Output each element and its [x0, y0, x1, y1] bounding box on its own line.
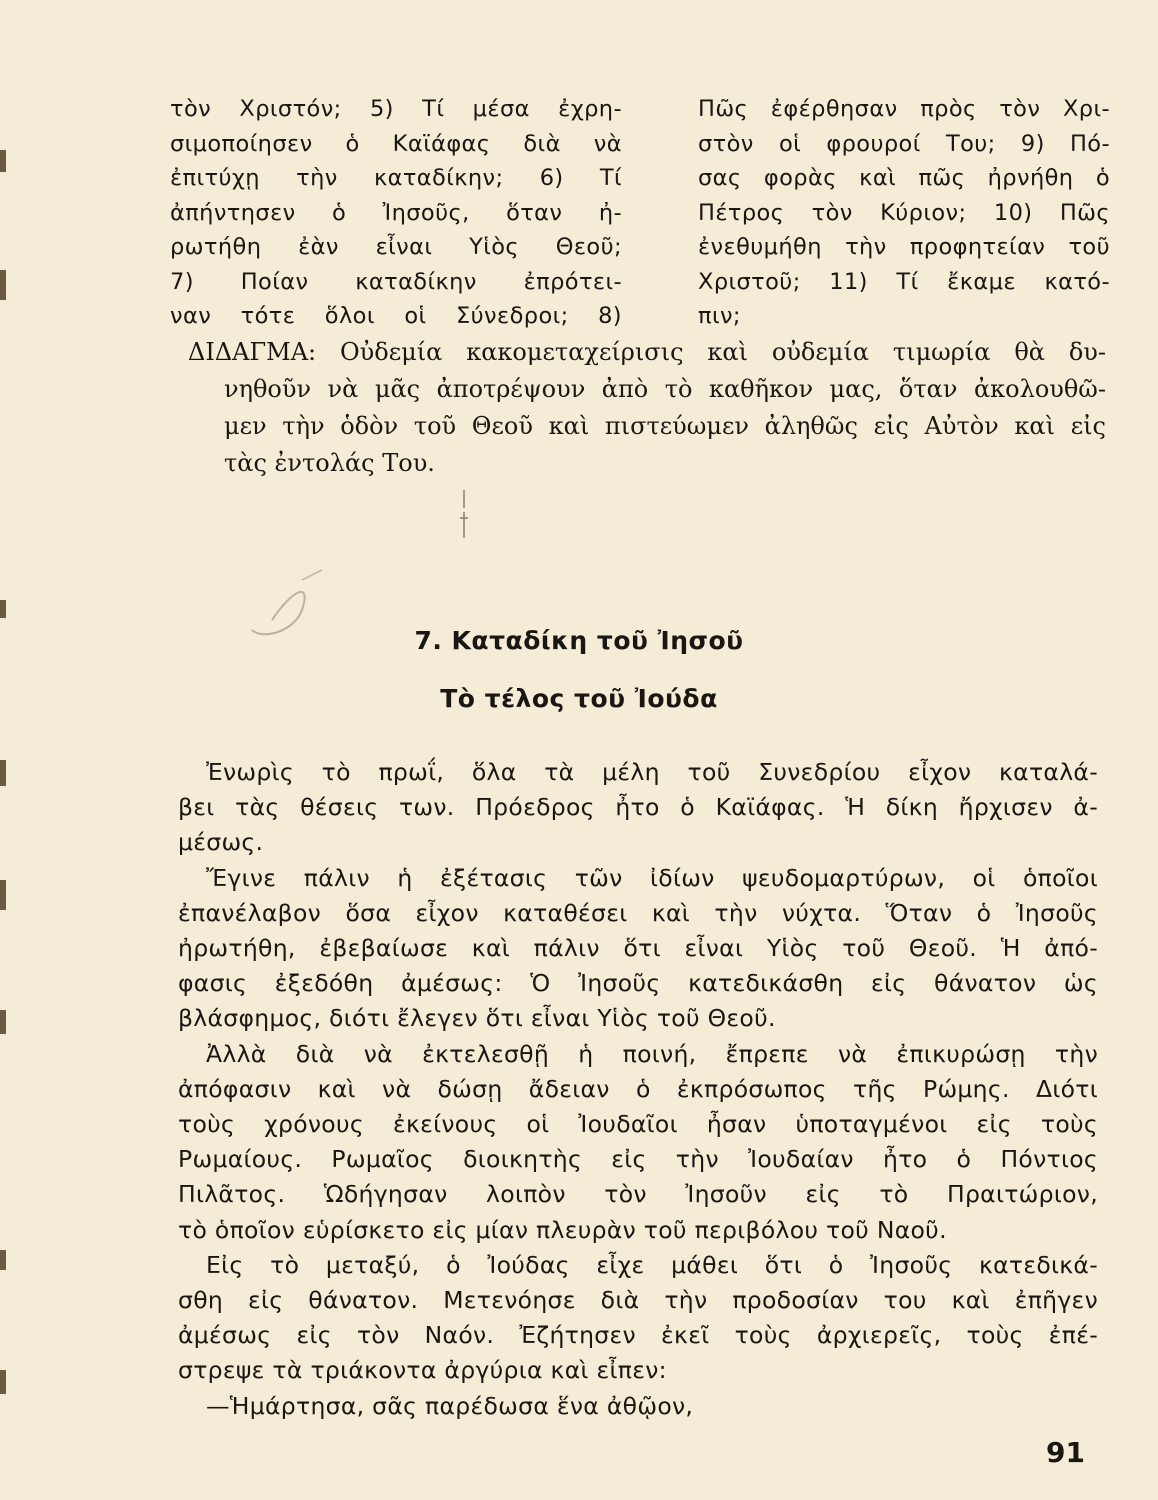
edge-mark — [0, 150, 6, 172]
didagma-label: ΔΙΔΑΓΜΑ: — [188, 338, 317, 366]
question-line: πιν; — [698, 303, 741, 329]
body-line: Εἰς τὸ μεταξύ, ὁ Ἰούδας εἶχε μάθει ὅτι ὁ Ἰησοῦς κατεδικά- — [206, 1250, 1098, 1279]
body-line: βει τὰς θέσεις των. Πρόεδρος ἦτο ὁ Καϊάφας. Ἡ δίκη ἤρχισεν ἀ- — [178, 793, 1098, 822]
ink-mark — [452, 488, 476, 548]
body-line: τὸ ὁποῖον εὑρίσκετο εἰς μίαν πλευρὰν τοῦ περιβόλου τοῦ Ναοῦ. — [178, 1215, 947, 1244]
question-line: 7) Ποίαν καταδίκην ἐπρότει- — [170, 268, 622, 295]
edge-mark — [0, 1010, 6, 1034]
question-line: ἐνεθυμήθη τὴν προφητείαν τοῦ — [698, 234, 1110, 260]
body-line: Ἀλλὰ διὰ νὰ ἐκτελεσθῇ ἡ ποινή, ἔπρεπε νὰ ἐπικυρώσῃ τὴν — [206, 1039, 1098, 1068]
body-line: ἀμέσως εἰς τὸν Ναόν. Ἐζήτησεν ἐκεῖ τοὺς ἀρχιερεῖς, τοὺς ἐπέ- — [178, 1321, 1098, 1350]
questions-left-column — [170, 92, 622, 334]
edge-mark — [0, 880, 6, 910]
lesson-moral — [188, 334, 1106, 482]
edge-mark — [0, 1370, 6, 1394]
didagma-text: Οὐδεμία κακομεταχείρισις καὶ οὐδεμία τιμωρία θὰ δυ- — [340, 338, 1106, 366]
body-line: φασις ἐξεδόθη ἀμέσως: Ὁ Ἰησοῦς κατεδικάσθη εἰς θάνατον ὡς — [178, 969, 1098, 998]
chapter-body — [178, 755, 1098, 1424]
body-line: στρεψε τὰ τριάκοντα ἀργύρια καὶ εἶπεν: — [178, 1356, 667, 1385]
questions-right-column — [698, 92, 1110, 334]
body-line: ἠρωτήθη, ἐβεβαίωσε καὶ πάλιν ὅτι εἶναι Υἱὸς τοῦ Θεοῦ. Ἡ ἀπό- — [178, 934, 1098, 963]
question-line: τὸν Χριστόν; 5) Τί μέσα ἐχρη- — [170, 96, 622, 122]
body-line: σθη εἰς θάνατον. Μετενόησε διὰ τὴν προδοσίαν του καὶ ἐπῆγεν — [178, 1286, 1098, 1315]
edge-mark — [0, 270, 6, 300]
body-line: Πιλᾶτος. Ὡδήγησαν λοιπὸν τὸν Ἰησοῦν εἰς τὸ Πραιτώριον, — [178, 1180, 1098, 1209]
edge-mark — [0, 600, 6, 618]
body-line: ἀπόφασιν καὶ νὰ δώσῃ ἄδειαν ὁ ἐκπρόσωπος τῆς Ρώμης. Διότι — [178, 1074, 1098, 1103]
chapter-title: 7. Καταδίκη τοῦ Ἰησοῦ — [414, 626, 744, 655]
review-questions — [170, 92, 1110, 329]
page-number: 91 — [1046, 1436, 1085, 1469]
edge-mark — [0, 1250, 6, 1270]
chapter-subtitle: Τὸ τέλος τοῦ Ἰούδα — [440, 684, 718, 713]
didagma-line: μεν τὴν ὁδὸν τοῦ Θεοῦ καὶ πιστεύωμεν ἀληθῶς εἰς Αὐτὸν καὶ εἰς — [224, 412, 1106, 440]
body-line: Ἐνωρὶς τὸ πρωΐ, ὅλα τὰ μέλη τοῦ Συνεδρίου εἶχον καταλά- — [206, 758, 1098, 786]
question-line: ναν τότε ὅλοι οἱ Σύνεδροι; 8) — [170, 303, 622, 329]
question-line: ἐπιτύχῃ τὴν καταδίκην; 6) Τί — [170, 165, 622, 191]
question-line: σιμοποίησεν ὁ Καϊάφας διὰ νὰ — [170, 130, 622, 157]
body-line: —Ἡμάρτησα, σᾶς παρέδωσα ἕνα ἀθῷον, — [206, 1391, 694, 1420]
body-line: τοὺς χρόνους ἐκείνους οἱ Ἰουδαῖοι ἦσαν ὑποταγμένοι εἰς τοὺς — [178, 1110, 1098, 1139]
body-line: μέσως. — [178, 828, 264, 857]
body-line: βλάσφημος, διότι ἔλεγεν ὅτι εἶναι Υἱὸς τοῦ Θεοῦ. — [178, 1004, 776, 1033]
didagma-line — [188, 334, 1106, 371]
didagma-line: τὰς ἐντολάς Του. — [224, 449, 435, 477]
question-line: ρωτήθη ἐὰν εἶναι Υἱὸς Θεοῦ; — [170, 234, 622, 260]
body-line: Ρωμαίους. Ρωμαῖος διοικητὴς εἰς τὴν Ἰουδαίαν ἦτο ὁ Πόντιος — [178, 1145, 1098, 1174]
question-line: ἀπήντησεν ὁ Ἰησοῦς, ὅταν ἠ- — [170, 199, 622, 226]
question-line: σας φορὰς καὶ πῶς ἠρνήθη ὁ — [698, 165, 1110, 191]
question-line: Πῶς ἐφέρθησαν πρὸς τὸν Χρι- — [698, 96, 1110, 122]
question-line: Χριστοῦ; 11) Τί ἔκαμε κατό- — [698, 268, 1110, 295]
question-line: Πέτρος τὸν Κύριον; 10) Πῶς — [698, 199, 1110, 226]
edge-mark — [0, 760, 6, 786]
question-line: στὸν οἱ φρουροί Του; 9) Πό- — [698, 130, 1110, 157]
didagma-line: νηθοῦν νὰ μᾶς ἀποτρέψουν ἀπὸ τὸ καθῆκον μας, ὅταν ἀκολουθῶ- — [224, 375, 1106, 403]
body-line: ἐπανέλαβον ὅσα εἶχον καταθέσει καὶ τὴν νύχτα. Ὅταν ὁ Ἰησοῦς — [178, 898, 1098, 927]
body-line: Ἔγινε πάλιν ἡ ἐξέτασις τῶν ἰδίων ψευδομαρτύρων, οἱ ὁποῖοι — [206, 863, 1098, 892]
